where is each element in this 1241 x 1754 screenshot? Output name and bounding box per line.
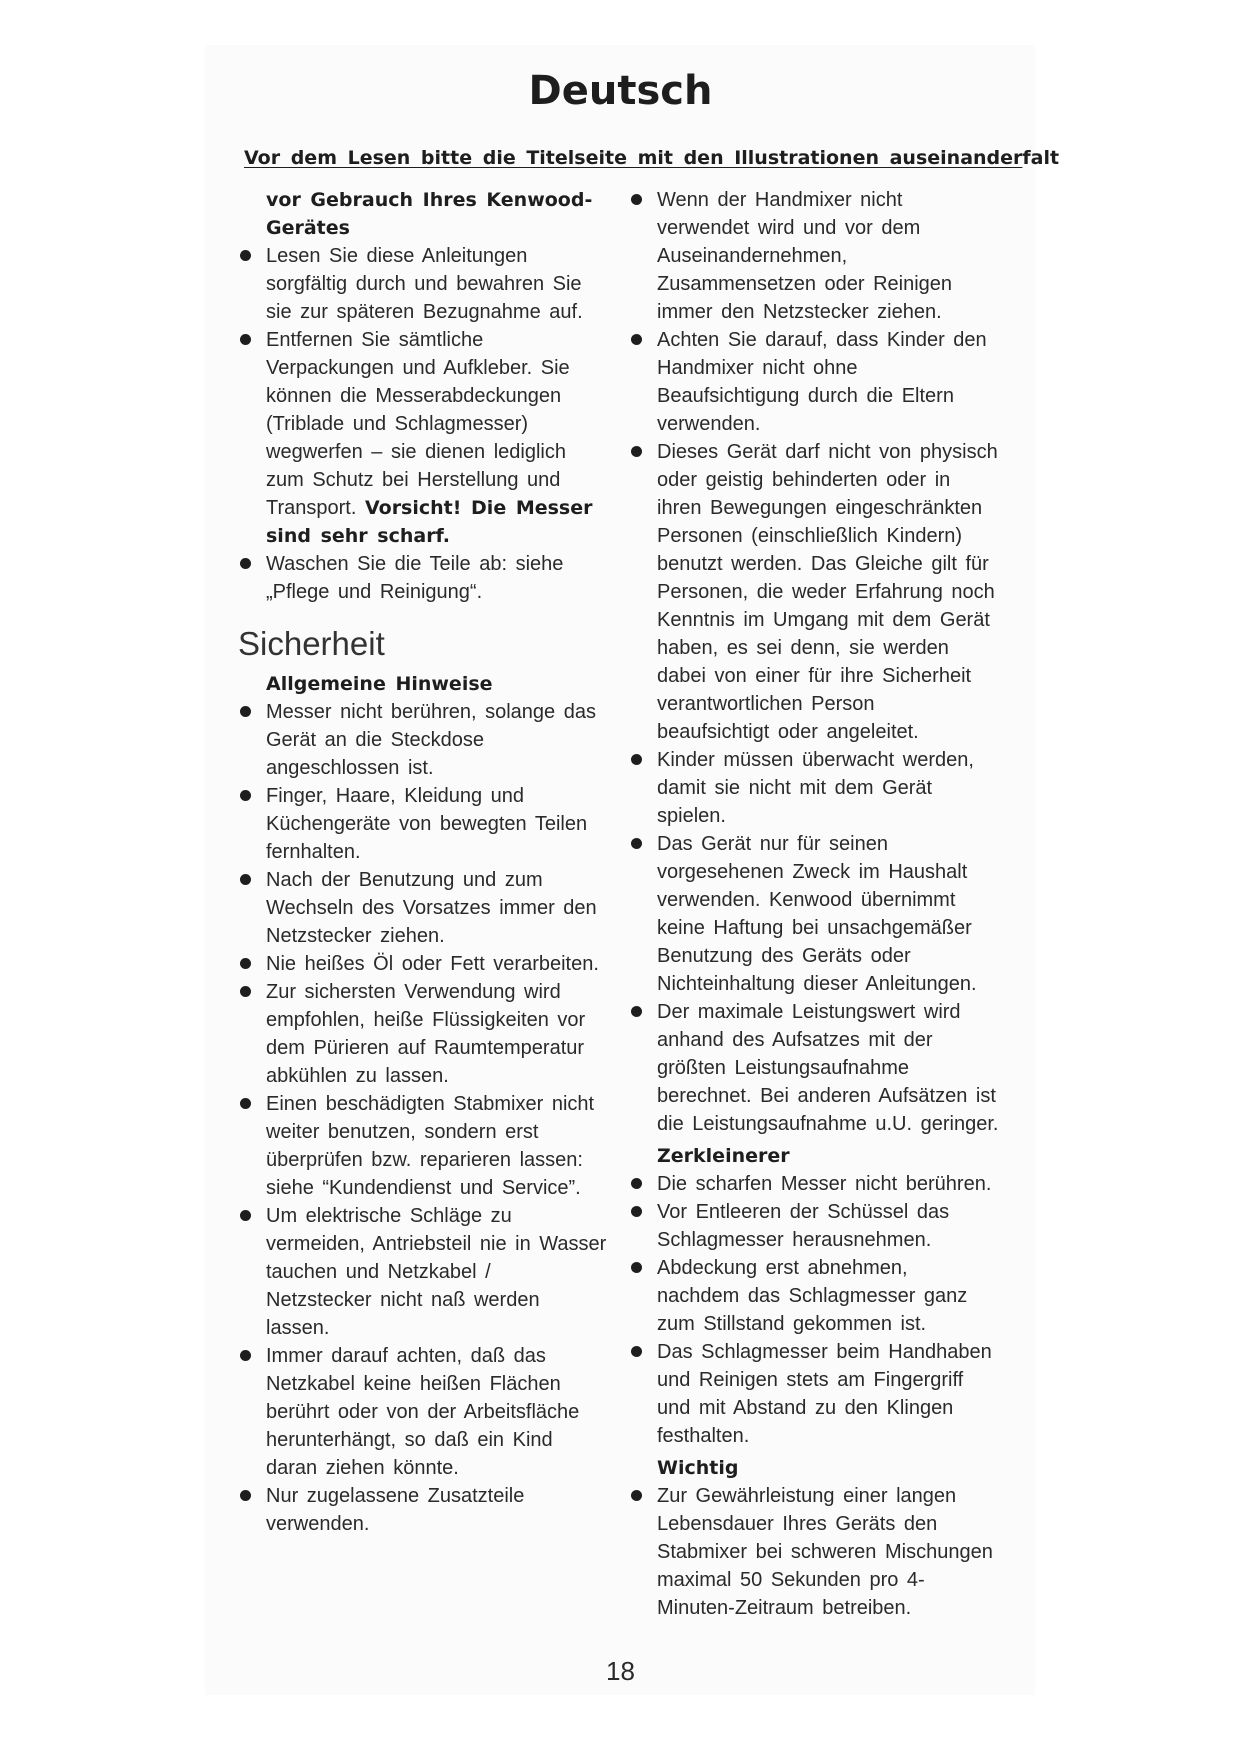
list-item [629,1198,1029,1254]
bullet-icon [240,1490,251,1501]
item-line: Nie heißes Öl oder Fett verarbeiten. [266,953,599,975]
item-line: Kenntnis im Umgang mit dem Gerät [657,609,990,631]
list-item [238,242,638,326]
item-line: Personen (einschließlich Kindern) [657,525,963,547]
list-item [629,186,1029,326]
item-line: haben, es sei denn, sie werden [657,637,949,659]
subsection-heading: Allgemeine Hinweise [266,673,493,695]
bullet-icon [240,1098,251,1109]
list-item [629,998,1029,1138]
bullet-icon [240,1350,251,1361]
item-line: die Leistungsaufnahme u.U. geringer. [657,1113,999,1135]
item-line: Die scharfen Messer nicht berühren. [657,1173,992,1195]
list-item [629,326,1029,438]
list-item [238,698,638,782]
item-line: spielen. [657,805,726,827]
bullet-icon [240,986,251,997]
bullet-icon [631,1346,642,1357]
list-item [629,1338,1029,1450]
item-line: Der maximale Leistungswert wird [657,1001,961,1023]
item-line: größten Leistungsaufnahme [657,1057,910,1079]
item-line: berechnet. Bei anderen Aufsätzen ist [657,1085,996,1107]
item-line: und Reinigen stets am Fingergriff [657,1369,964,1391]
item-line: sie zur späteren Bezugnahme auf. [266,301,583,323]
bullet-icon [631,1206,642,1217]
item-line: verwenden. [657,413,761,435]
item-line: berührt oder von der Arbeitsfläche [266,1401,580,1423]
item-text: Transport. [266,497,365,519]
item-line: dem Pürieren auf Raumtemperatur [266,1037,585,1059]
warning-text: Vorsicht! Die Messer [364,497,593,519]
item-line: wegwerfen – sie dienen lediglich [266,441,566,463]
item-line: oder geistig behinderten oder in [657,469,951,491]
warning-text: sind sehr scharf. [266,525,451,547]
list-item [629,1254,1029,1338]
intro-heading-line: vor Gebrauch Ihres Kenwood- [266,189,593,211]
item-line: Das Schlagmesser beim Handhaben [657,1341,992,1363]
item-line: (Triblade und Schlagmesser) [266,413,529,435]
bullet-icon [240,958,251,969]
item-line: Auseinandernehmen, [657,245,848,267]
item-line [266,494,638,522]
item-line: Um elektrische Schläge zu [266,1205,512,1227]
list-item [629,1170,1029,1198]
bullet-icon [631,838,642,849]
bullet-icon [631,1006,642,1017]
item-line: Personen, die weder Erfahrung noch [657,581,995,603]
intro-heading-line: Gerätes [266,217,350,239]
item-line: und mit Abstand zu den Klingen [657,1397,954,1419]
bullet-icon [631,194,642,205]
item-line: können die Messerabdeckungen [266,385,562,407]
page-title: Deutsch [528,68,713,114]
item-line: Handmixer nicht ohne [657,357,858,379]
item-line: Netzstecker nicht naß werden [266,1289,540,1311]
item-line: Verpackungen und Aufkleber. Sie [266,357,570,379]
bullet-icon [240,790,251,801]
list-item [629,1482,1029,1622]
item-line: empfohlen, heiße Flüssigkeiten vor [266,1009,586,1031]
item-line: Zur sichersten Verwendung wird [266,981,561,1003]
item-line: vermeiden, Antriebsteil nie in Wasser [266,1233,607,1255]
bullet-icon [240,558,251,569]
item-line: Immer darauf achten, daß das [266,1345,546,1367]
item-line: Nichteinhaltung dieser Anleitungen. [657,973,977,995]
item-line: verantwortlichen Person [657,693,875,715]
item-line: Messer nicht berühren, solange das [266,701,596,723]
bullet-icon [240,334,251,345]
item-line: Minuten-Zeitraum betreiben. [657,1597,912,1619]
item-line: Netzkabel keine heißen Flächen [266,1373,561,1395]
item-line: weiter benutzen, sondern erst [266,1121,539,1143]
section-title: Sicherheit [238,625,385,662]
list-item [238,950,638,978]
item-line: ihren Bewegungen eingeschränkten [657,497,983,519]
item-line: vorgesehenen Zweck im Haushalt [657,861,968,883]
item-line: Kinder müssen überwacht werden, [657,749,974,771]
bullet-icon [631,334,642,345]
item-line: Gerät an die Steckdose [266,729,485,751]
list-item [238,1090,638,1202]
item-line: Dieses Gerät darf nicht von physisch [657,441,998,463]
item-line: Entfernen Sie sämtliche [266,329,484,351]
list-item [238,326,638,550]
bullet-icon [240,1210,251,1221]
bullet-icon [631,754,642,765]
item-line: sorgfältig durch und bewahren Sie [266,273,582,295]
item-line: Achten Sie darauf, dass Kinder den [657,329,987,351]
item-line: immer den Netzstecker ziehen. [657,301,942,323]
item-line: Benutzung des Geräts oder [657,945,911,967]
left-column [238,186,638,1538]
item-line: maximal 50 Sekunden pro 4- [657,1569,925,1591]
item-line: benutzt werden. Das Gleiche gilt für [657,553,989,575]
item-line: Finger, Haare, Kleidung und [266,785,525,807]
item-line: Lebensdauer Ihres Geräts den [657,1513,938,1535]
list-item [238,866,638,950]
item-line: Lesen Sie diese Anleitungen [266,245,528,267]
item-line: verwenden. Kenwood übernimmt [657,889,956,911]
list-item [629,746,1029,830]
list-item [238,978,638,1090]
item-line: Wenn der Handmixer nicht [657,189,903,211]
item-line: zum Schutz bei Herstellung und [266,469,561,491]
item-line: damit sie nicht mit dem Gerät [657,777,933,799]
item-line: keine Haftung bei unsachgemäßer [657,917,972,939]
list-item [238,1202,638,1342]
item-line: Einen beschädigten Stabmixer nicht [266,1093,595,1115]
bullet-icon [631,1178,642,1189]
right-column [629,186,1029,1622]
item-line: Küchengeräte von bewegten Teilen [266,813,588,835]
bullet-icon [631,1490,642,1501]
subsection-heading: Wichtig [657,1457,739,1479]
item-line: anhand des Aufsatzes mit der [657,1029,933,1051]
list-item [238,1342,638,1482]
item-line: „Pflege und Reinigung“. [266,581,483,603]
item-line: zum Stillstand gekommen ist. [657,1313,927,1335]
item-line: Zur Gewährleistung einer langen [657,1485,957,1507]
item-line: Zusammensetzen oder Reinigen [657,273,953,295]
item-line: verwendet wird und vor dem [657,217,921,239]
bullet-icon [631,1262,642,1273]
item-line: lassen. [266,1317,330,1339]
list-item [629,830,1029,998]
item-line: Das Gerät nur für seinen [657,833,888,855]
subtitle-underlined: Vor dem Lesen bitte die Titelseite mit den Illustrationen auseinander [244,147,1023,169]
item-line: nachdem das Schlagmesser ganz [657,1285,968,1307]
list-item [238,782,638,866]
item-line: Nur zugelassene Zusatzteile [266,1485,525,1507]
item-line: Schlagmesser herausnehmen. [657,1229,932,1251]
item-line: Vor Entleeren der Schüssel das [657,1201,950,1223]
item-line: siehe “Kundendienst und Service”. [266,1177,581,1199]
subtitle-rest: falt [1022,147,1060,169]
item-line: dabei von einer für ihre Sicherheit [657,665,972,687]
list-item [238,550,638,606]
bullet-icon [631,446,642,457]
item-line: fernhalten. [266,841,361,863]
list-item [238,1482,638,1538]
item-line: daran ziehen könnte. [266,1457,459,1479]
bullet-icon [240,874,251,885]
item-line: Waschen Sie die Teile ab: siehe [266,553,564,575]
bullet-icon [240,706,251,717]
page-number: 18 [606,1656,635,1686]
list-item [629,438,1029,746]
bullet-icon [240,250,251,261]
subsection-heading: Zerkleinerer [657,1145,790,1167]
item-line: festhalten. [657,1425,750,1447]
page-subtitle [244,147,1059,169]
item-line: Wechseln des Vorsatzes immer den [266,897,597,919]
item-line: verwenden. [266,1513,370,1535]
item-line: überprüfen bzw. reparieren lassen: [266,1149,583,1171]
item-line: abkühlen zu lassen. [266,1065,449,1087]
item-line: Beaufsichtigung durch die Eltern [657,385,954,407]
item-line: Abdeckung erst abnehmen, [657,1257,908,1279]
item-line: herunterhängt, so daß ein Kind [266,1429,553,1451]
item-line: beaufsichtigt oder angeleitet. [657,721,919,743]
item-line: Nach der Benutzung und zum [266,869,543,891]
item-line: angeschlossen ist. [266,757,434,779]
item-line: Stabmixer bei schweren Mischungen [657,1541,993,1563]
item-line: tauchen und Netzkabel / [266,1261,491,1283]
item-line: Netzstecker ziehen. [266,925,445,947]
